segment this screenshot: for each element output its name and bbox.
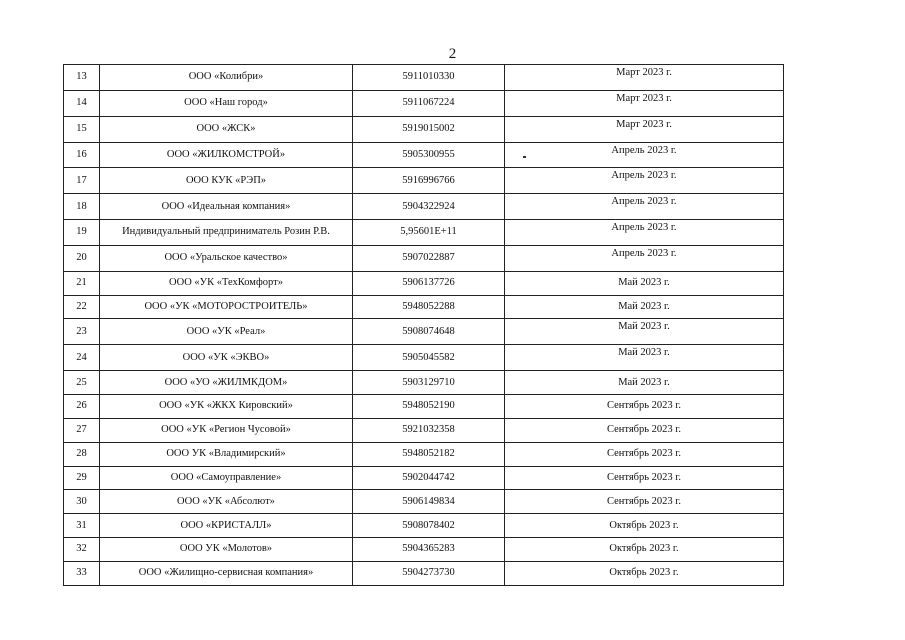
table-row (64, 466, 784, 490)
organization-name-cell: ООО «УК «Абсолют» (100, 490, 353, 514)
table-row (64, 345, 784, 371)
inn-cell: 5916996766 (353, 168, 505, 194)
row-number-cell: 29 (64, 466, 100, 490)
row-number-cell: 33 (64, 561, 100, 585)
inspection-date-cell: Сентябрь 2023 г. (505, 418, 784, 442)
inspection-date-cell: Сентябрь 2023 г. (505, 466, 784, 490)
inn-cell: 5908074648 (353, 319, 505, 345)
row-number-cell: 22 (64, 295, 100, 319)
inspection-date-cell: Май 2023 г. (505, 371, 784, 395)
row-number-cell: 21 (64, 271, 100, 295)
table-row (64, 194, 784, 220)
table-row (64, 65, 784, 91)
row-number-cell: 24 (64, 345, 100, 371)
inspection-date-cell: Апрель 2023 г. (505, 142, 784, 168)
table-row (64, 442, 784, 466)
table-body (64, 65, 784, 586)
inspection-date-cell: Май 2023 г. (505, 271, 784, 295)
inspection-date-cell: Октябрь 2023 г. (505, 538, 784, 562)
organization-name-cell: ООО «Жилищно-сервисная компания» (100, 561, 353, 585)
table-row (64, 319, 784, 345)
table-row (64, 371, 784, 395)
table-row (64, 90, 784, 116)
inspection-date-cell: Май 2023 г. (505, 319, 784, 345)
inn-cell: 5919015002 (353, 116, 505, 142)
inn-cell: 5911067224 (353, 90, 505, 116)
inspection-date-cell: Март 2023 г. (505, 65, 784, 91)
table-row (64, 168, 784, 194)
table-row (64, 271, 784, 295)
inn-cell: 5921032358 (353, 418, 505, 442)
inn-cell: 5903129710 (353, 371, 505, 395)
table-row (64, 220, 784, 246)
inn-cell: 5,95601E+11 (353, 220, 505, 246)
row-number-cell: 18 (64, 194, 100, 220)
organization-name-cell: ООО «УК «Реал» (100, 319, 353, 345)
organization-name-cell: ООО «УК «ТехКомфорт» (100, 271, 353, 295)
organization-name-cell: ООО УК «Владимирский» (100, 442, 353, 466)
inspection-date-cell: Сентябрь 2023 г. (505, 394, 784, 418)
organization-name-cell: ООО «УК «ЖКХ Кировский» (100, 394, 353, 418)
row-number-cell: 30 (64, 490, 100, 514)
inn-cell: 5902044742 (353, 466, 505, 490)
row-number-cell: 15 (64, 116, 100, 142)
inn-cell: 5904322924 (353, 194, 505, 220)
organization-name-cell: ООО «КРИСТАЛЛ» (100, 514, 353, 538)
row-number-cell: 13 (64, 65, 100, 91)
organization-name-cell: ООО «ЖСК» (100, 116, 353, 142)
organization-name-cell: ООО УК «Молотов» (100, 538, 353, 562)
table-row (64, 490, 784, 514)
table-row (64, 394, 784, 418)
page-number: 2 (448, 46, 457, 62)
organization-name-cell: ООО «ЖИЛКОМСТРОЙ» (100, 142, 353, 168)
organization-name-cell: ООО «УК «Регион Чусовой» (100, 418, 353, 442)
row-number-cell: 17 (64, 168, 100, 194)
inn-cell: 5906149834 (353, 490, 505, 514)
inn-cell: 5911010330 (353, 65, 505, 91)
inspection-date-cell: Май 2023 г. (505, 345, 784, 371)
row-number-cell: 31 (64, 514, 100, 538)
inspection-date-cell: Март 2023 г. (505, 90, 784, 116)
organization-name-cell: ООО «УО «ЖИЛМКДОМ» (100, 371, 353, 395)
inspection-date-cell: Октябрь 2023 г. (505, 514, 784, 538)
inspection-date-cell: Март 2023 г. (505, 116, 784, 142)
inn-cell: 5905300955 (353, 142, 505, 168)
organization-name-cell: ООО «Идеальная компания» (100, 194, 353, 220)
inn-cell: 5908078402 (353, 514, 505, 538)
table-row (64, 418, 784, 442)
table-row (64, 116, 784, 142)
organization-name-cell: ООО «Уральское качество» (100, 245, 353, 271)
inspection-date-cell: Апрель 2023 г. (505, 194, 784, 220)
inn-cell: 5948052182 (353, 442, 505, 466)
inspection-date-cell: Апрель 2023 г. (505, 220, 784, 246)
row-number-cell: 19 (64, 220, 100, 246)
organization-name-cell: ООО «УК «ЭКВО» (100, 345, 353, 371)
organization-name-cell: ООО «УК «МОТОРОСТРОИТЕЛЬ» (100, 295, 353, 319)
inspection-date-cell: Май 2023 г. (505, 295, 784, 319)
organization-name-cell: Индивидуальный предприниматель Розин Р.В. (100, 220, 353, 246)
row-number-cell: 27 (64, 418, 100, 442)
inn-cell: 5904273730 (353, 561, 505, 585)
inn-cell: 5905045582 (353, 345, 505, 371)
organization-name-cell: ООО КУК «РЭП» (100, 168, 353, 194)
row-number-cell: 26 (64, 394, 100, 418)
inn-cell: 5906137726 (353, 271, 505, 295)
organization-name-cell: ООО «Самоуправление» (100, 466, 353, 490)
table-row (64, 142, 784, 168)
row-number-cell: 25 (64, 371, 100, 395)
row-number-cell: 28 (64, 442, 100, 466)
inn-cell: 5948052190 (353, 394, 505, 418)
inspection-date-cell: Сентябрь 2023 г. (505, 442, 784, 466)
row-number-cell: 20 (64, 245, 100, 271)
organization-name-cell: ООО «Наш город» (100, 90, 353, 116)
row-number-cell: 23 (64, 319, 100, 345)
table-row (64, 295, 784, 319)
table-row (64, 245, 784, 271)
scan-speck (523, 156, 526, 158)
inn-cell: 5904365283 (353, 538, 505, 562)
row-number-cell: 14 (64, 90, 100, 116)
row-number-cell: 16 (64, 142, 100, 168)
table-row (64, 561, 784, 585)
table-row (64, 538, 784, 562)
inspection-date-cell: Октябрь 2023 г. (505, 561, 784, 585)
inn-cell: 5948052288 (353, 295, 505, 319)
table-row (64, 514, 784, 538)
inspection-date-cell: Апрель 2023 г. (505, 245, 784, 271)
inspection-schedule-table (63, 64, 784, 586)
inspection-date-cell: Апрель 2023 г. (505, 168, 784, 194)
inn-cell: 5907022887 (353, 245, 505, 271)
organization-name-cell: ООО «Колибри» (100, 65, 353, 91)
row-number-cell: 32 (64, 538, 100, 562)
inspection-date-cell: Сентябрь 2023 г. (505, 490, 784, 514)
